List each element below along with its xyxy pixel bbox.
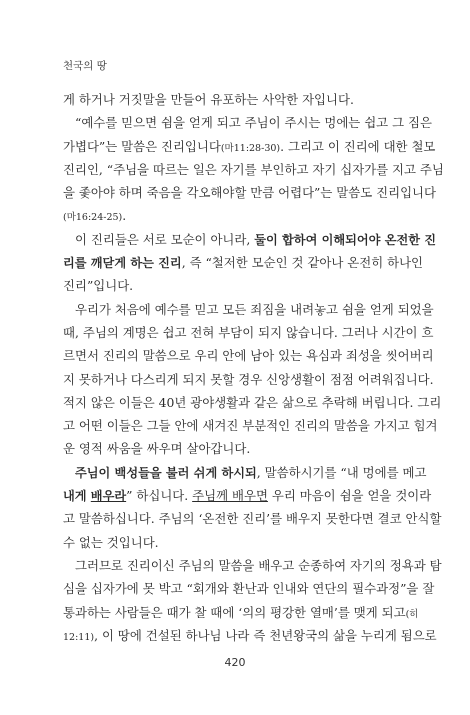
text-run: 우리 마음이 쉼을 얻을 것이라 [267, 488, 432, 504]
text-run: 수 없는 것입니다. [63, 534, 159, 550]
text-run-emph: 내게 [63, 489, 91, 504]
text-run: 르면서 진리의 말씀으로 우리 안에 남아 있는 욕심과 죄성을 씻어버리 [63, 348, 434, 364]
text-run: 심을 십자가에 못 박고 “회개와 환난과 인내와 연단의 필수과정”을 잘 [63, 581, 435, 597]
text-run: , 즉 “철저한 모순인 것 같아나 온전히 하나인 [181, 255, 424, 271]
page-number: 420 [224, 656, 246, 669]
text-line [63, 554, 442, 577]
text-line [63, 391, 442, 414]
text-run: 그러므로 진리이신 주님의 말씀을 배우고 순종하여 자기의 정욕과 탐 [75, 557, 442, 573]
text-line [63, 577, 435, 600]
text-run: 을 좇아야 하며 죽음을 각오해야할 만큼 어렵다”는 말씀도 진리입니다 [63, 185, 436, 201]
text-run: 통과하는 사람들은 때가 찰 때에 ‘의의 평강한 열매’를 맺게 되고 [63, 604, 406, 620]
text-line [63, 228, 437, 251]
running-head: 천국의 땅 [63, 60, 107, 72]
text-line [63, 321, 434, 344]
text-run: 우리가 처음에 예수를 믿고 모든 죄짐을 내려놓고 쉼을 얻게 되었을 [75, 301, 434, 317]
text-line [63, 368, 434, 391]
text-run-ref: (마16:24-25) [63, 212, 123, 224]
text-line [63, 274, 410, 297]
text-run: 지 못하거나 다스리게 되지 못할 경우 신앙생활이 점점 어려워집니다. [63, 371, 434, 387]
text-run: 고 어떤 이들은 그들 안에 새겨진 부분적인 진리의 말씀을 가지고 힘겨 [63, 418, 438, 434]
text-run: 적지 않은 이들은 40년 광야생활과 같은 삶으로 추락해 버립니다. 그리 [63, 394, 442, 410]
text-run-ref: (마11:28-30) [220, 142, 281, 154]
text-run-emph: 배우라 [90, 489, 127, 504]
text-line [63, 135, 436, 158]
text-run-emph: 주님이 백성들을 불러 쉬게 하시되 [75, 465, 257, 480]
text-line [63, 88, 410, 111]
text-run-emph: 둘이 합하여 이해되어야 온전한 진 [254, 232, 437, 247]
text-line [63, 158, 444, 181]
text-run: 때, 주님의 계명은 쉽고 전혀 부담이 되지 않습니다. 그러나 시간이 흐 [63, 324, 434, 340]
text-run-ref: (히 [405, 608, 419, 620]
text-run-emph: 리를 깨닫게 하는 진리 [63, 256, 182, 271]
text-line [63, 414, 438, 437]
text-line [63, 601, 419, 624]
text-line [63, 507, 442, 530]
text-run: 진리”입니다. [63, 278, 134, 294]
text-run: 고 말씀하십니다. 주님의 ‘온전한 진리’를 배우지 못한다면 결코 안식할 [63, 511, 442, 527]
text-line [63, 204, 410, 227]
text-run: ” 하십니다. [126, 488, 193, 504]
text-line [63, 437, 410, 460]
text-line [63, 624, 437, 647]
text-run: 진리인, “주님을 따르는 일은 자기를 부인하고 자기 십자가를 지고 주님 [63, 161, 444, 177]
text-run: . [122, 208, 127, 224]
text-run: 이 진리들은 서로 모순이 아니라, [75, 231, 255, 247]
text-line [63, 181, 436, 204]
text-run-ref: 12:11) [63, 631, 95, 643]
text-run: 가볍다”는 말씀은 진리입니다 [63, 138, 221, 154]
text-line [63, 111, 432, 134]
text-line [63, 484, 432, 507]
text-run-u: 주님께 배우면 [192, 488, 268, 504]
text-run: , 이 땅에 건설된 하나님 나라 즉 천년왕국의 삶을 누리게 됨으로 [94, 627, 437, 643]
text-line [63, 251, 424, 274]
body-text [63, 88, 444, 647]
text-line [63, 461, 427, 484]
text-line [63, 298, 434, 321]
text-run: 운 영적 싸움을 싸우며 살아갑니다. [63, 441, 251, 457]
text-line [63, 344, 434, 367]
text-run: . 그리고 이 진리에 대한 철모 [280, 138, 436, 154]
text-run: , 말씀하시기를 “내 멍에를 메고 [256, 464, 427, 480]
text-line [63, 531, 410, 554]
text-run: “예수를 믿으면 쉼을 얻게 되고 주님이 주시는 멍에는 쉽고 그 짐은 [75, 115, 432, 131]
text-run: 게 하거나 거짓말을 만들어 유포하는 사악한 자입니다. [63, 92, 354, 107]
